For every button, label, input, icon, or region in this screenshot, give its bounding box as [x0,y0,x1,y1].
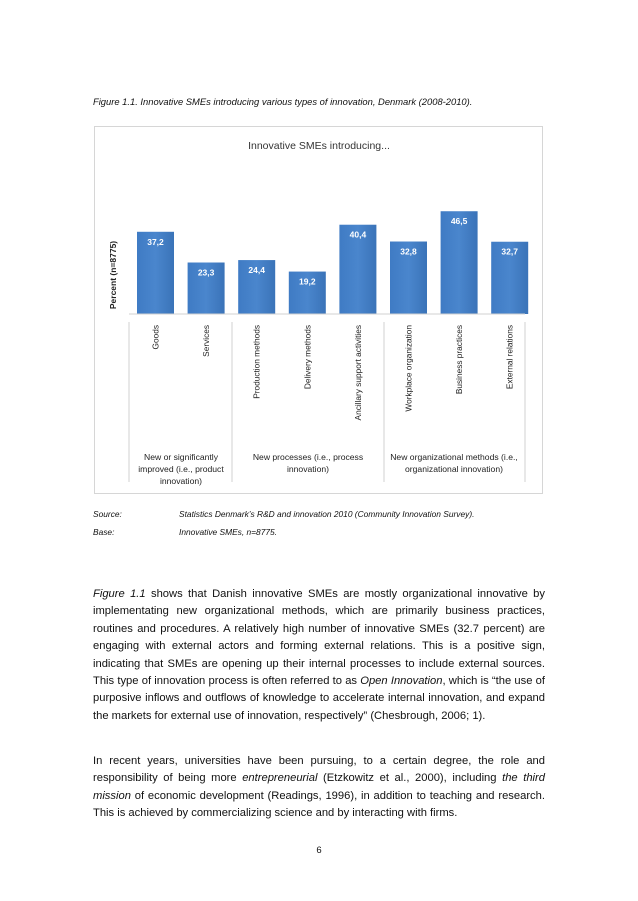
page-number: 6 [316,845,322,856]
chart-svg [95,127,544,495]
data-label-external-relations: 32,7 [501,246,518,257]
group-label-1-line-2: improved (i.e., product [138,464,224,474]
group-label-2-line-1: New processes (i.e., process [252,452,364,462]
source-label: Source: [93,509,122,519]
y-axis-label: Percent (n=8775) [108,240,118,310]
paragraph-2: In recent years, universities have been pursuing, to a certain degree, the role and responsibility of being more entrepreneurial (Etzkowitz et al., 2000), including the third mission of economic development (Readings, 1996), in addition to teaching and research. This is achieved by commercializing science and by interacting with firms. [93,755,545,820]
category-label-external-relations: External relations [504,325,515,390]
group-label-3-line-1: New organizational methods (i.e., [390,452,518,462]
data-label-services: 23,3 [197,267,215,278]
group-label-1-line-3: innovation) [159,476,203,486]
category-label-production-methods: Production methods [251,325,262,399]
category-label-workplace-organization: Workplace organization [403,325,414,412]
group-label-1-line-1: New or significantly [143,452,219,462]
category-label-delivery-methods: Delivery methods [302,325,313,390]
data-label-ancillary-support-activities: 40,4 [349,229,367,240]
source-text: Statistics Denmark’s R&D and innovation 2010 (Community Innovation Survey). [179,509,475,519]
data-label-workplace-organization: 32,8 [400,246,417,257]
data-label-business-practices: 46,5 [450,216,468,227]
category-label-business-practices: Business practices [454,325,465,395]
chart-title: Innovative SMEs introducing... [248,140,390,152]
group-label-2-line-2: innovation) [286,464,330,474]
data-label-production-methods: 24,4 [248,265,265,276]
base-label: Base: [93,527,115,537]
data-label-delivery-methods: 19,2 [299,276,316,287]
paragraph-1: Figure 1.1 shows that Danish innovative SMEs are mostly organizational innovative by implementating new organizational methods, which are primarily business practices, routines and procedures. A relatively high number of innovative SMEs (32.7 percent) are engaging with external actors and forming external relations. This is a positive sign, indicating that SMEs are opening up their internal processes to include external sources. This type of innovation process is often referred to as Open Innovation, which is “the use of purposive inflows and outflows of knowledge to accelerate internal innovation, and expand the markets for external use of innovation, respectively” (Chesbrough, 2006; 1). [93,588,545,722]
figure-caption: Figure 1.1. Innovative SMEs introducing various types of innovation, Denmark (2008-2010). [93,96,473,107]
bar-business-practices [441,211,478,314]
data-label-goods: 37,2 [147,236,164,247]
group-label-3-line-2: organizational innovation) [405,464,503,474]
bar-chart [94,126,543,494]
base-text: Innovative SMEs, n=8775. [179,527,278,537]
category-label-services: Services [201,325,212,357]
category-label-goods: Goods [150,325,161,350]
category-label-ancillary-support-activities: Ancillary support activities [352,325,363,421]
